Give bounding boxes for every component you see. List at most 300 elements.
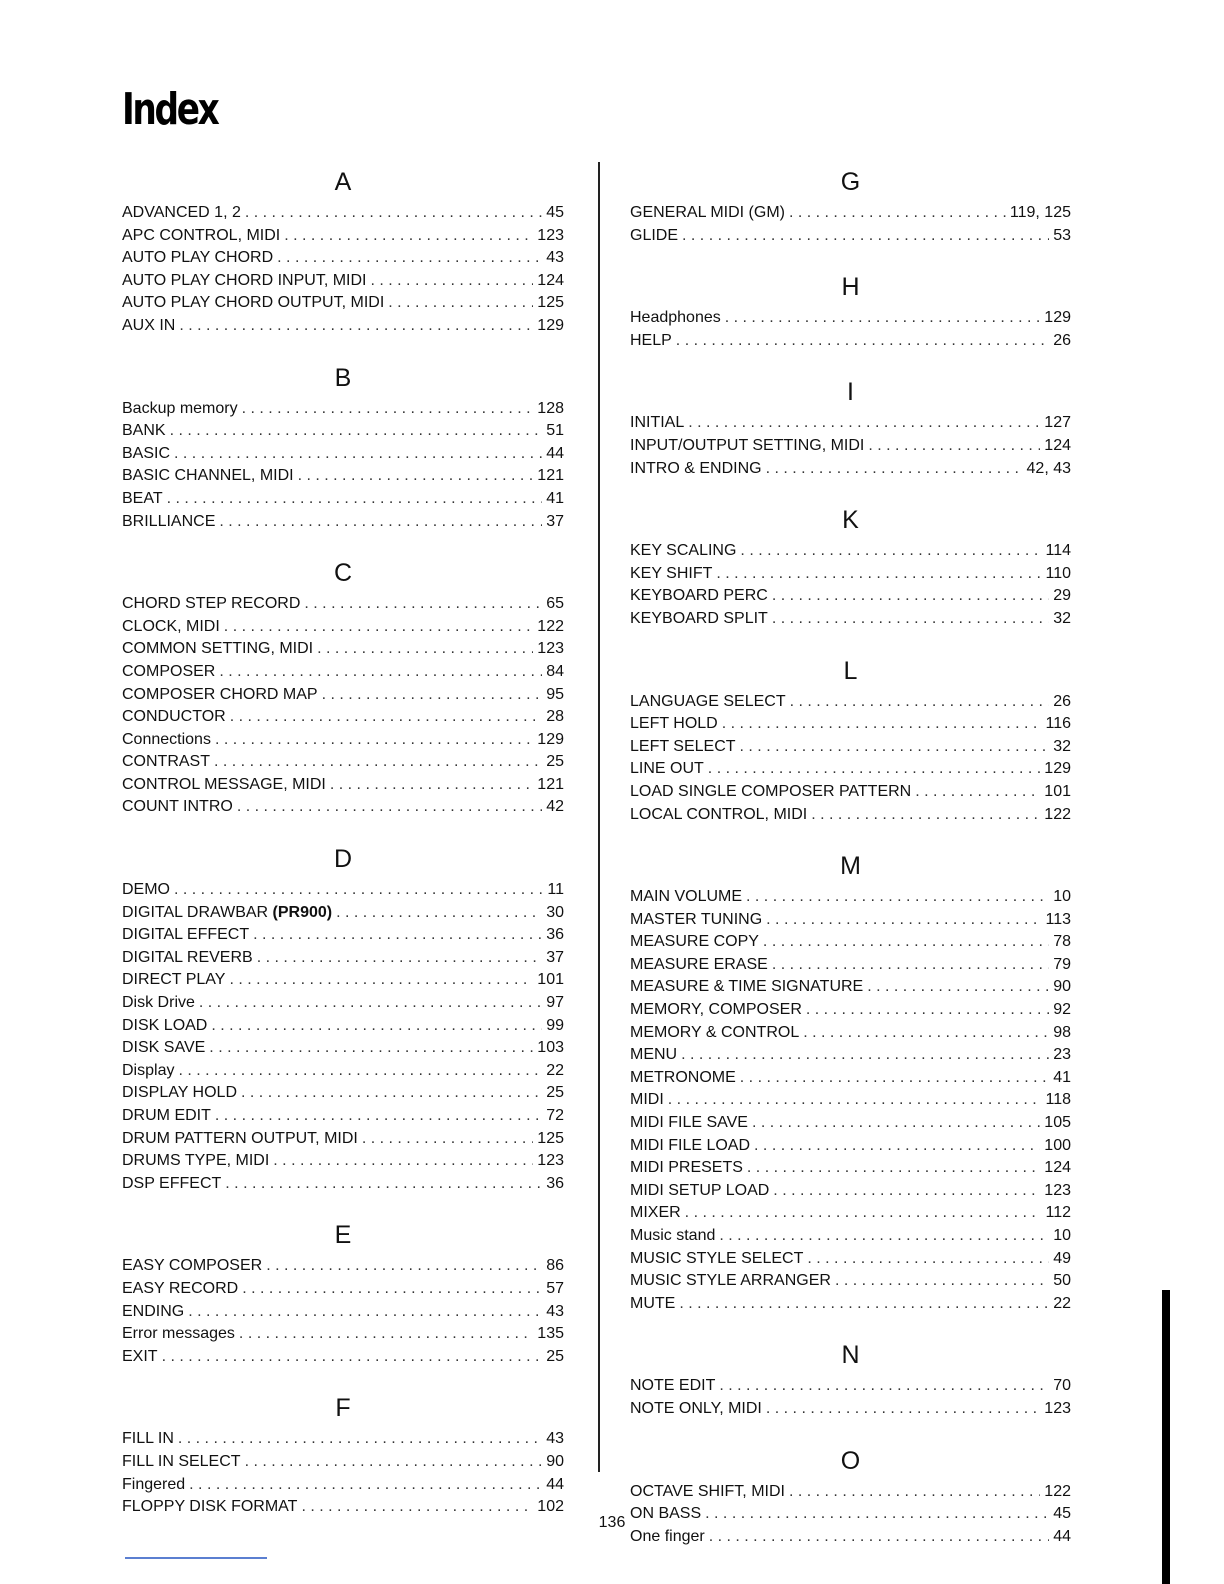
entry-page: 119, 125 xyxy=(1009,204,1071,221)
entry-term xyxy=(122,1128,358,1151)
index-entry xyxy=(122,1015,564,1038)
index-entry xyxy=(122,947,564,970)
entry-term xyxy=(630,736,736,759)
entry-term-text: MEASURE & TIME SIGNATURE xyxy=(630,978,864,996)
index-entry xyxy=(122,225,564,248)
leader-dots xyxy=(317,638,533,661)
entry-term xyxy=(122,1474,185,1497)
entry-term xyxy=(630,758,704,781)
index-entry xyxy=(122,684,564,707)
index-entry xyxy=(122,270,564,293)
entry-term-text: Fingered xyxy=(122,1475,186,1493)
entry-term xyxy=(122,511,215,534)
index-entry xyxy=(630,307,1071,330)
entry-term xyxy=(122,488,163,511)
entry-term xyxy=(122,661,215,684)
entry-term-text: MASTER TUNING xyxy=(630,910,763,928)
leader-dots xyxy=(835,1270,1049,1293)
index-entry xyxy=(122,1150,564,1173)
index-entry xyxy=(630,1202,1071,1225)
entry-term-text: MIDI FILE SAVE xyxy=(630,1114,748,1132)
leader-dots xyxy=(754,1135,1040,1158)
entry-term-text: DRUMS TYPE, MIDI xyxy=(122,1152,270,1170)
entry-page: 45 xyxy=(1053,1505,1071,1523)
index-entry xyxy=(630,954,1071,977)
entry-term xyxy=(630,954,768,977)
entry-term-text: MIDI PRESETS xyxy=(630,1159,743,1177)
entry-term-text: MIXER xyxy=(630,1204,681,1222)
entry-page: 26 xyxy=(1053,331,1071,349)
column-divider xyxy=(598,162,600,1472)
entry-term-text: COMPOSER xyxy=(122,662,216,680)
entry-term xyxy=(122,924,249,947)
scan-edge-bar xyxy=(1162,1290,1170,1584)
leader-dots xyxy=(242,1278,542,1301)
leader-dots xyxy=(174,443,542,466)
entry-term-text: CONDUCTOR xyxy=(122,708,226,726)
index-column-right xyxy=(630,162,1071,1548)
entry-term xyxy=(630,909,762,932)
index-column-left xyxy=(122,162,564,1519)
entry-page: 25 xyxy=(546,1084,564,1102)
leader-dots xyxy=(273,1150,533,1173)
entry-term xyxy=(630,1248,803,1271)
leader-dots xyxy=(807,1248,1049,1271)
entry-term-text: DIRECT PLAY xyxy=(122,971,226,989)
leader-dots xyxy=(253,924,542,947)
leader-dots xyxy=(747,1157,1040,1180)
entry-page: 43 xyxy=(546,1430,564,1448)
entry-term xyxy=(630,1157,743,1180)
entry-term-text: METRONOME xyxy=(630,1068,736,1086)
entry-term-text: BEAT xyxy=(122,489,163,507)
leader-dots xyxy=(199,992,542,1015)
entry-page: 53 xyxy=(1053,226,1071,244)
index-entry xyxy=(630,804,1071,827)
leader-dots xyxy=(811,804,1040,827)
entry-page: 99 xyxy=(546,1016,564,1034)
leader-dots xyxy=(773,1180,1040,1203)
entry-term-text: CONTROL MESSAGE, MIDI xyxy=(122,775,326,793)
entry-page: 113 xyxy=(1045,910,1071,928)
index-entry xyxy=(630,202,1071,225)
index-section xyxy=(630,372,1071,480)
section-letter: B xyxy=(334,363,352,392)
entry-term-text: DEMO xyxy=(122,881,170,899)
section-gap xyxy=(630,1315,1071,1335)
leader-dots xyxy=(239,1323,533,1346)
entry-term-text: DISPLAY HOLD xyxy=(122,1084,238,1102)
entry-term-text: MIDI SETUP LOAD xyxy=(630,1181,770,1199)
index-entry xyxy=(630,1089,1071,1112)
entry-term-text: AUX IN xyxy=(122,316,176,334)
entry-page: 105 xyxy=(1044,1114,1071,1132)
entry-term-text: DISK SAVE xyxy=(122,1039,206,1057)
leader-dots xyxy=(215,729,533,752)
entry-page: 97 xyxy=(546,994,564,1012)
entry-term xyxy=(630,1022,799,1045)
index-entry xyxy=(630,1112,1071,1135)
leader-dots xyxy=(241,1082,542,1105)
entry-term-text: DRUM EDIT xyxy=(122,1107,211,1124)
entry-term xyxy=(122,1015,207,1038)
index-entry xyxy=(630,412,1071,435)
entry-page: 11 xyxy=(547,881,564,899)
leader-dots xyxy=(722,713,1042,736)
entry-term-text: DISK LOAD xyxy=(122,1016,208,1034)
entry-page: 43 xyxy=(546,1302,564,1320)
index-entry xyxy=(630,909,1071,932)
section-gap xyxy=(630,631,1071,651)
leader-dots xyxy=(215,1105,542,1128)
index-entry xyxy=(122,292,564,315)
entry-page: 122 xyxy=(1044,805,1071,823)
section-letter: E xyxy=(334,1221,352,1250)
leader-dots xyxy=(679,1293,1049,1316)
entry-term-text: Display xyxy=(122,1061,175,1079)
entry-page: 98 xyxy=(1053,1023,1071,1041)
entry-term-text: COMPOSER CHORD MAP xyxy=(122,685,318,703)
entry-page: 101 xyxy=(537,971,564,989)
entry-page: 124 xyxy=(1044,1159,1071,1177)
entry-term xyxy=(630,1112,748,1135)
entry-page: 37 xyxy=(546,512,564,530)
entry-term xyxy=(122,593,300,616)
entry-term-text: LINE OUT xyxy=(630,760,704,778)
section-letter: H xyxy=(841,273,860,302)
entry-term xyxy=(630,608,768,631)
entry-page: 70 xyxy=(1053,1377,1071,1395)
entry-term xyxy=(630,886,742,909)
entry-page: 110 xyxy=(1045,564,1071,582)
entry-term-text: DRUM PATTERN OUTPUT, MIDI xyxy=(122,1129,358,1147)
index-entry xyxy=(630,1044,1071,1067)
index-entry xyxy=(122,1346,564,1369)
leader-dots xyxy=(209,1037,533,1060)
entry-page: 50 xyxy=(1053,1272,1071,1290)
leader-dots xyxy=(766,1398,1040,1421)
entry-page: 25 xyxy=(546,753,564,771)
index-entry xyxy=(122,1255,564,1278)
section-gap xyxy=(122,533,564,553)
index-section xyxy=(122,1215,564,1368)
entry-term xyxy=(630,435,864,458)
entry-term xyxy=(630,1180,769,1203)
leader-dots xyxy=(237,796,542,819)
index-entry xyxy=(630,1022,1071,1045)
section-letter: O xyxy=(840,1446,861,1475)
entry-term xyxy=(122,292,384,315)
entry-term xyxy=(630,691,786,714)
entry-term-text: FLOPPY DISK FORMAT xyxy=(122,1498,298,1516)
entry-page: 123 xyxy=(537,1152,564,1170)
leader-dots xyxy=(867,976,1049,999)
leader-dots xyxy=(803,1022,1049,1045)
entry-page: 122 xyxy=(537,617,564,635)
entry-term-text: BASIC xyxy=(122,444,171,462)
index-entry xyxy=(122,420,564,443)
entry-page: 100 xyxy=(1044,1136,1071,1154)
entry-page: 28 xyxy=(546,708,564,726)
entry-page: 124 xyxy=(1044,436,1071,454)
entry-term-text: ON BASS xyxy=(630,1505,702,1523)
entry-term-text: COUNT INTRO xyxy=(122,798,233,816)
leader-dots xyxy=(167,488,543,511)
entry-page: 118 xyxy=(1045,1091,1071,1109)
entry-term xyxy=(122,684,318,707)
index-entry xyxy=(122,661,564,684)
entry-term-text: GLIDE xyxy=(630,226,679,244)
entry-term-text: CLOCK, MIDI xyxy=(122,617,220,635)
leader-dots xyxy=(322,684,543,707)
leader-dots xyxy=(763,931,1049,954)
entry-term-text: FILL IN SELECT xyxy=(122,1452,241,1470)
entry-page: 129 xyxy=(1044,309,1071,327)
leader-dots xyxy=(772,954,1049,977)
index-entry xyxy=(630,1270,1071,1293)
entry-term xyxy=(630,999,802,1022)
entry-page: 43 xyxy=(546,249,564,267)
entry-term xyxy=(630,1375,715,1398)
entry-page: 41 xyxy=(546,489,564,507)
entry-term-text: CONTRAST xyxy=(122,753,210,771)
index-section xyxy=(630,1441,1071,1549)
entry-term-text: AUTO PLAY CHORD xyxy=(122,249,274,267)
page-number: 136 xyxy=(598,1514,626,1531)
entry-term-text: BRILLIANCE xyxy=(122,512,216,530)
leader-dots xyxy=(245,202,542,225)
entry-term xyxy=(122,616,220,639)
entry-term xyxy=(630,976,863,999)
entry-term xyxy=(122,465,294,488)
entry-page: 30 xyxy=(546,903,564,921)
index-entry xyxy=(630,1157,1071,1180)
leader-dots xyxy=(682,225,1049,248)
entry-term xyxy=(122,706,226,729)
entry-term-text: LOCAL CONTROL, MIDI xyxy=(630,805,808,823)
leader-dots xyxy=(740,540,1041,563)
entry-term-text: LEFT HOLD xyxy=(630,715,718,733)
leader-dots xyxy=(230,706,543,729)
index-entry xyxy=(122,465,564,488)
entry-term-text: BANK xyxy=(122,422,166,440)
entry-term-text: MENU xyxy=(630,1046,678,1064)
entry-term-text: LEFT SELECT xyxy=(630,737,736,755)
entry-page: 135 xyxy=(537,1325,564,1343)
leader-dots xyxy=(304,593,542,616)
leader-dots xyxy=(766,909,1041,932)
page-title: Index xyxy=(122,84,218,135)
index-section xyxy=(122,553,564,819)
index-entry xyxy=(630,736,1071,759)
entry-page: 121 xyxy=(537,467,564,485)
index-entry xyxy=(630,1180,1071,1203)
section-letter: N xyxy=(841,1341,860,1370)
index-entry xyxy=(122,1128,564,1151)
entry-page: 112 xyxy=(1045,1204,1071,1222)
entry-page: 32 xyxy=(1053,737,1071,755)
entry-page: 45 xyxy=(546,204,564,221)
leader-dots xyxy=(162,1346,543,1369)
entry-term xyxy=(122,1451,241,1474)
entry-page: 123 xyxy=(537,226,564,244)
entry-term xyxy=(122,202,241,225)
leader-dots xyxy=(178,1060,542,1083)
leader-dots xyxy=(766,458,1023,481)
index-section xyxy=(122,839,564,1195)
leader-dots xyxy=(740,1067,1049,1090)
index-entry xyxy=(122,902,564,925)
entry-page: 22 xyxy=(546,1061,564,1079)
entry-page: 121 xyxy=(537,775,564,793)
entry-page: 79 xyxy=(1053,955,1071,973)
leader-dots xyxy=(188,1301,542,1324)
index-section xyxy=(630,162,1071,247)
index-entry xyxy=(630,999,1071,1022)
entry-page: 10 xyxy=(1053,888,1071,906)
entry-term-text: APC CONTROL, MIDI xyxy=(122,226,281,244)
entry-term-text: OCTAVE SHIFT, MIDI xyxy=(630,1482,785,1500)
entry-term xyxy=(630,1398,762,1421)
index-entry xyxy=(122,879,564,902)
entry-term-text: ENDING xyxy=(122,1302,185,1320)
entry-page: 51 xyxy=(546,422,564,440)
index-entry xyxy=(122,616,564,639)
leader-dots xyxy=(225,1173,542,1196)
entry-term xyxy=(122,774,326,797)
entry-page: 37 xyxy=(546,948,564,966)
entry-term-text: One finger xyxy=(630,1527,705,1545)
leader-dots xyxy=(868,435,1040,458)
leader-dots xyxy=(789,1481,1040,1504)
entry-term xyxy=(630,1225,715,1248)
entry-term xyxy=(122,902,332,925)
entry-term-text: GENERAL MIDI (GM) xyxy=(630,204,785,221)
entry-term-text: BASIC CHANNEL, MIDI xyxy=(122,467,294,485)
index-entry xyxy=(122,1173,564,1196)
index-entry xyxy=(122,202,564,225)
entry-page: 103 xyxy=(537,1039,564,1057)
leader-dots xyxy=(219,511,542,534)
entry-page: 128 xyxy=(537,399,564,417)
entry-term xyxy=(630,1293,675,1316)
section-gap xyxy=(630,352,1071,372)
leader-dots xyxy=(362,1128,533,1151)
index-entry xyxy=(122,1428,564,1451)
leader-dots xyxy=(170,420,543,443)
entry-term xyxy=(122,398,238,421)
entry-page: 125 xyxy=(537,294,564,312)
entry-term-text: EASY COMPOSER xyxy=(122,1257,263,1275)
index-entry xyxy=(630,458,1071,481)
leader-dots xyxy=(708,758,1041,781)
entry-term-text: KEY SHIFT xyxy=(630,564,713,582)
entry-term xyxy=(122,1278,238,1301)
entry-term-text: Error messages xyxy=(122,1325,235,1343)
entry-term xyxy=(122,1323,235,1346)
index-entry xyxy=(122,1037,564,1060)
entry-term xyxy=(122,1060,174,1083)
leader-dots xyxy=(336,902,542,925)
entry-page: 44 xyxy=(546,1475,564,1493)
entry-term-text: MIDI xyxy=(630,1091,664,1109)
index-entry xyxy=(122,774,564,797)
leader-dots xyxy=(790,691,1050,714)
index-entry xyxy=(630,713,1071,736)
entry-term-text: KEYBOARD PERC xyxy=(630,587,768,605)
leader-dots xyxy=(688,412,1040,435)
section-letter: M xyxy=(840,852,861,881)
leader-dots xyxy=(330,774,533,797)
entry-term xyxy=(630,713,718,736)
index-entry xyxy=(122,1278,564,1301)
entry-term-text: Headphones xyxy=(630,309,721,327)
entry-term xyxy=(122,225,280,248)
leader-dots xyxy=(242,398,534,421)
index-entry xyxy=(122,1474,564,1497)
entry-term xyxy=(630,202,785,225)
index-entry xyxy=(630,1135,1071,1158)
index-section xyxy=(630,651,1071,827)
section-letter: I xyxy=(847,378,854,407)
entry-term xyxy=(122,1173,221,1196)
entry-page: 42 xyxy=(546,798,564,816)
leader-dots xyxy=(676,330,1049,353)
index-entry xyxy=(122,315,564,338)
section-letter: C xyxy=(333,559,353,588)
entry-page: 125 xyxy=(537,1129,564,1147)
index-entry xyxy=(122,1060,564,1083)
entry-term-text: MEMORY & CONTROL xyxy=(630,1023,800,1041)
index-entry xyxy=(122,1301,564,1324)
entry-term xyxy=(630,804,807,827)
entry-term xyxy=(122,1301,184,1324)
index-entry xyxy=(122,443,564,466)
leader-dots xyxy=(211,1015,542,1038)
entry-term-text: MUTE xyxy=(630,1294,676,1312)
leader-dots xyxy=(284,225,533,248)
entry-term xyxy=(630,540,736,563)
index-entry xyxy=(630,1248,1071,1271)
entry-term xyxy=(122,879,170,902)
entry-term xyxy=(630,1202,681,1225)
entry-term-text: AUTO PLAY CHORD OUTPUT, MIDI xyxy=(122,294,385,312)
entry-term-text: HELP xyxy=(630,331,672,349)
entry-term xyxy=(122,1255,262,1278)
index-section xyxy=(122,162,564,338)
index-entry xyxy=(122,992,564,1015)
entry-term xyxy=(630,585,768,608)
entry-page: 124 xyxy=(537,271,564,289)
index-entry xyxy=(630,886,1071,909)
leader-dots xyxy=(245,1451,543,1474)
leader-dots xyxy=(681,1044,1049,1067)
entry-term-text: MUSIC STYLE ARRANGER xyxy=(630,1272,831,1290)
entry-term-text: MEMORY, COMPOSER xyxy=(630,1001,802,1019)
index-entry xyxy=(630,330,1071,353)
index-section xyxy=(122,1388,564,1518)
entry-term xyxy=(122,247,273,270)
leader-dots xyxy=(719,1375,1049,1398)
entry-term xyxy=(630,1067,736,1090)
entry-page: 129 xyxy=(1044,760,1071,778)
entry-term-text: MIDI FILE LOAD xyxy=(630,1136,751,1154)
index-entry xyxy=(122,969,564,992)
index-entry xyxy=(122,398,564,421)
index-section xyxy=(630,846,1071,1315)
index-entry xyxy=(630,781,1071,804)
leader-dots xyxy=(716,563,1041,586)
